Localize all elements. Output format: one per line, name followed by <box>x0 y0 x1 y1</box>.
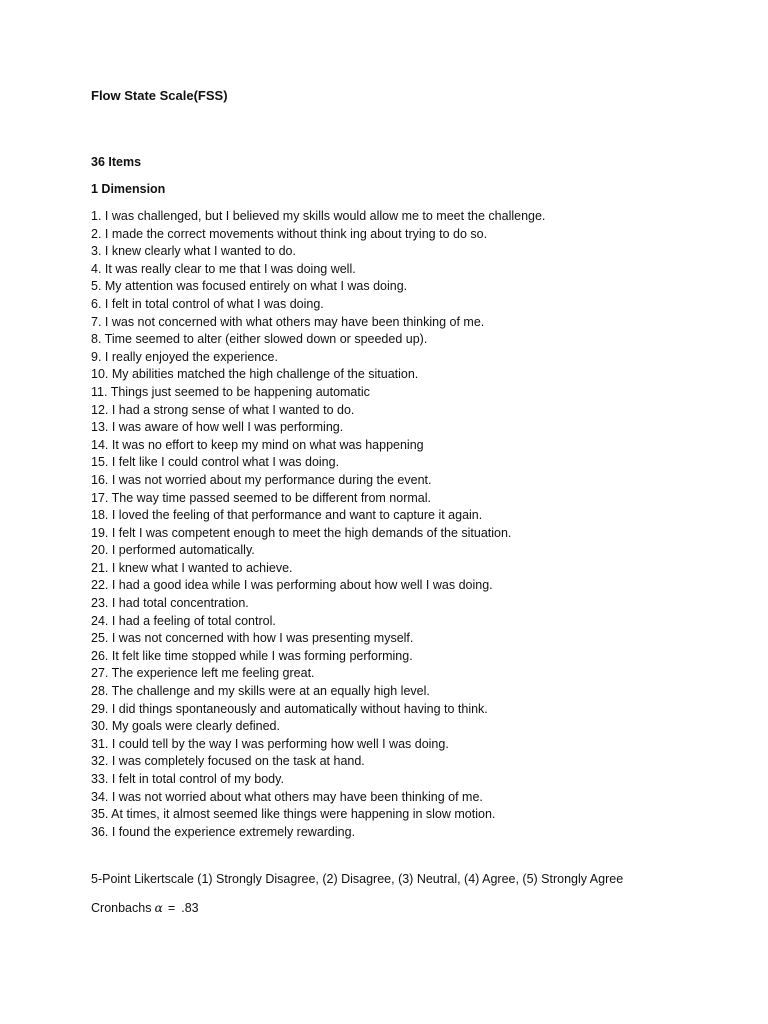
scale-item: 18. I loved the feeling of that performance and want to capture it again. <box>91 508 483 523</box>
scale-item: 35. At times, it almost seemed like things were happening in slow motion. <box>91 807 496 822</box>
scale-item-list <box>91 208 545 841</box>
scale-item: 13. I was aware of how well I was performing. <box>91 420 344 435</box>
scale-item: 2. I made the correct movements without think ing about trying to do so. <box>91 226 488 241</box>
scale-item: 19. I felt I was competent enough to meet the high demands of the situation. <box>91 525 512 540</box>
scale-item: 20. I performed automatically. <box>91 543 255 558</box>
dimension-heading: 1 Dimension <box>91 182 166 196</box>
scale-item: 21. I knew what I wanted to achieve. <box>91 560 293 575</box>
scale-item: 22. I had a good idea while I was performing about how well I was doing. <box>91 578 493 593</box>
scale-item: 7. I was not concerned with what others may have been thinking of me. <box>91 314 485 329</box>
scale-item: 23. I had total concentration. <box>91 596 249 611</box>
scale-item: 16. I was not worried about my performance during the event. <box>91 472 432 487</box>
equals-sign: = <box>167 901 176 915</box>
scale-item: 34. I was not worried about what others may have been thinking of me. <box>91 789 483 804</box>
scale-item: 28. The challenge and my skills were at an equally high level. <box>91 684 430 699</box>
scale-item: 36. I found the experience extremely rewarding. <box>91 824 356 839</box>
scale-item: 6. I felt in total control of what I was doing. <box>91 296 324 311</box>
reliability-label: Cronbachs <box>91 901 152 915</box>
scale-item: 29. I did things spontaneously and automatically without having to think. <box>91 701 488 716</box>
scale-item: 1. I was challenged, but I believed my skills would allow me to meet the challenge. <box>91 209 546 223</box>
scale-item: 30. My goals were clearly defined. <box>91 719 280 734</box>
likert-scale-description: 5-Point Likertscale (1) Strongly Disagree, (2) Disagree, (3) Neutral, (4) Agree, (5) Strongly Agree <box>91 872 624 886</box>
scale-item: 4. It was really clear to me that I was doing well. <box>91 261 356 276</box>
item-count-heading: 36 Items <box>91 155 142 169</box>
scale-item: 33. I felt in total control of my body. <box>91 772 284 786</box>
scale-item: 10. My abilities matched the high challenge of the situation. <box>91 367 419 382</box>
scale-item: 27. The experience left me feeling great. <box>91 666 315 681</box>
scale-item: 17. The way time passed seemed to be different from normal. <box>91 490 431 505</box>
scale-item: 9. I really enjoyed the experience. <box>91 349 278 364</box>
scale-item: 26. It felt like time stopped while I was forming performing. <box>91 648 413 663</box>
scale-item: 24. I had a feeling of total control. <box>91 613 276 628</box>
scale-item: 25. I was not concerned with how I was presenting myself. <box>91 631 414 646</box>
alpha-symbol: α <box>154 900 163 915</box>
document-title: Flow State Scale(FSS) <box>91 88 228 103</box>
reliability-statistic <box>91 899 199 917</box>
scale-item: 11. Things just seemed to be happening automatic <box>91 384 370 399</box>
scale-item: 3. I knew clearly what I wanted to do. <box>91 244 296 259</box>
reliability-value: .83 <box>181 901 199 915</box>
scale-item: 5. My attention was focused entirely on what I was doing. <box>91 279 408 294</box>
scale-item: 15. I felt like I could control what I was doing. <box>91 455 340 470</box>
scale-item: 8. Time seemed to alter (either slowed down or speeded up). <box>91 332 428 347</box>
scale-item: 32. I was completely focused on the task at hand. <box>91 754 365 769</box>
scale-item: 12. I had a strong sense of what I wanted to do. <box>91 402 355 417</box>
scale-item: 31. I could tell by the way I was performing how well I was doing. <box>91 736 449 751</box>
scale-item: 14. It was no effort to keep my mind on what was happening <box>91 437 424 452</box>
